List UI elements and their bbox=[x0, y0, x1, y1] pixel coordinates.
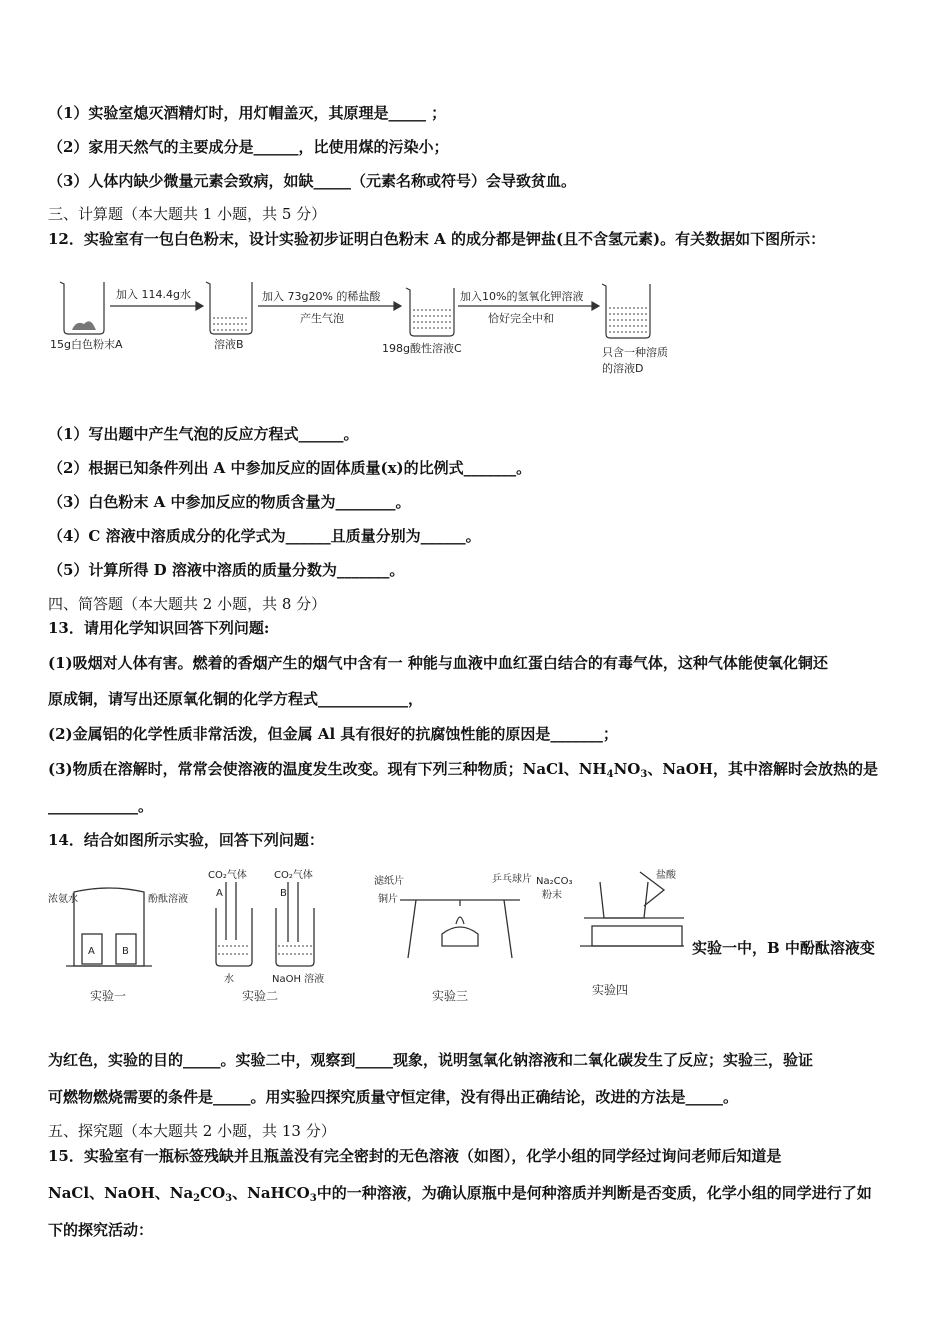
exp4-name: 实验四 bbox=[592, 983, 629, 997]
exp1-left-label: 浓氨水 bbox=[48, 894, 78, 905]
exp1-large-beaker bbox=[74, 888, 144, 966]
exp2-tube-b bbox=[288, 882, 298, 942]
exp4-acid: 盐酸 bbox=[656, 870, 676, 881]
exp1-b: B bbox=[122, 946, 129, 957]
exp2-name: 实验二 bbox=[242, 989, 279, 1003]
exp4-beaker bbox=[600, 882, 648, 918]
beaker-b-label: 溶液B bbox=[214, 338, 244, 351]
exp4-powder: 粉末 bbox=[542, 890, 562, 901]
exp3-paper: 滤纸片 bbox=[374, 876, 404, 887]
q14-experiments-figure bbox=[44, 862, 684, 1012]
exp3-copper: 铜片 bbox=[378, 894, 398, 905]
exp1-name: 实验一 bbox=[90, 989, 127, 1003]
alcohol-lamp bbox=[442, 927, 478, 946]
q11-part3: （3）人体内缺少微量元素会致病，如缺_____（元素名称或符号）会导致贫血。 bbox=[48, 172, 576, 190]
flame bbox=[456, 917, 464, 924]
q13-part1-line1: (1)吸烟对人体有害。燃着的香烟产生的烟气中含有一 种能与血液中血红蛋白结合的有毒气体，这种气体能使氧化铜还 bbox=[48, 654, 828, 672]
exp2-water: 水 bbox=[224, 974, 234, 985]
q12-stem: 12．实验室有一包白色粉末，设计实验初步证明白色粉末 A 的成分都是钾盐(且不含氢元素)。有关数据如下图所示： bbox=[48, 230, 826, 248]
q12-part2: （2）根据已知条件列出 A 中参加反应的固体质量(x)的比例式_______。 bbox=[48, 459, 532, 477]
q13-part3-line1: (3)物质在溶解时，常常会使溶液的温度发生改变。现有下列三种物质；NaCl、$NH_4NO_3$、NaOH，其中溶解时会放热的是 bbox=[48, 760, 878, 780]
q13-stem: 13．请用化学知识回答下列问题: bbox=[48, 619, 270, 637]
exp2-beaker-a bbox=[216, 908, 252, 966]
exp1-right-label: 酚酞溶液 bbox=[148, 894, 188, 905]
step3-label: 加入10%的氢氧化钾溶液 bbox=[460, 290, 584, 303]
q11-part2: （2）家用天然气的主要成分是______，比使用煤的污染小； bbox=[48, 138, 449, 156]
q12-part3: （3）白色粉末 A 中参加反应的物质含量为________。 bbox=[48, 493, 411, 511]
q15-line1: 15．实验室有一瓶标签残缺并且瓶盖没有完全密封的无色溶液（如图），化学小组的同学经过询问老师后知道是 bbox=[48, 1147, 782, 1165]
step1-label: 加入 114.4g水 bbox=[116, 288, 191, 301]
powder bbox=[72, 321, 96, 330]
beaker-c bbox=[406, 288, 454, 336]
q12-part5: （5）计算所得 D 溶液中溶质的质量分数为_______。 bbox=[48, 561, 405, 579]
beaker-d bbox=[602, 284, 650, 338]
beaker-a-label: 15g白色粉末A bbox=[50, 338, 123, 351]
q12-part4: （4）C 溶液中溶质成分的化学式为______且质量分别为______。 bbox=[48, 527, 481, 545]
q14-side-text: 实验一中，B 中酚酞溶液变 bbox=[692, 939, 875, 957]
exp2-gas-a: CO₂气体 bbox=[208, 870, 247, 881]
exp1-a: A bbox=[88, 946, 95, 957]
q15-line3: 下的探究活动： bbox=[48, 1221, 154, 1239]
exp2-gas-b: CO₂气体 bbox=[274, 870, 313, 881]
q14-stem: 14．结合如图所示实验，回答下列问题： bbox=[48, 831, 324, 849]
exp2-a: A bbox=[216, 888, 223, 899]
q12-flow-diagram bbox=[48, 268, 688, 380]
section-5-heading: 五、探究题（本大题共 2 小题，共 13 分） bbox=[48, 1122, 336, 1140]
exp2-beaker-b bbox=[276, 908, 314, 966]
exp3-pingpong: 乒乓球片 bbox=[492, 874, 532, 885]
step2-label: 加入 73g20% 的稀盐酸 bbox=[262, 290, 381, 303]
q14-line1: 为红色，实验的目的_____。实验二中，观察到_____现象，说明氢氧化钠溶液和二氧化碳发生了反应；实验三，验证 bbox=[48, 1051, 814, 1069]
q14-line2: 可燃物燃烧需要的条件是_____。用实验四探究质量守恒定律，没有得出正确结论，改进的方法是_____。 bbox=[48, 1088, 739, 1106]
exp4-na2co3: Na₂CO₃ bbox=[536, 876, 573, 887]
tripod bbox=[408, 900, 512, 958]
step2-note: 产生气泡 bbox=[300, 312, 344, 325]
exp2-naoh: NaOH 溶液 bbox=[272, 974, 325, 985]
exp2-tube-a bbox=[226, 882, 236, 940]
beaker-d-label-2: 的溶液D bbox=[602, 362, 644, 375]
exp3-name: 实验三 bbox=[432, 989, 469, 1003]
beaker-d-label-1: 只含一种溶质 bbox=[602, 346, 668, 359]
beaker-b bbox=[206, 282, 252, 334]
q13-part3-line2: ____________。 bbox=[48, 797, 154, 815]
balance-base bbox=[592, 926, 682, 946]
q15-line2: NaCl、NaOH、$Na_2CO_3$、NaHCO$_3$中的一种溶液，为确认原瓶中是何种溶质并判断是否变质，化学小组的同学进行了如 bbox=[48, 1184, 872, 1204]
q11-part1: （1）实验室熄灭酒精灯时，用灯帽盖灭，其原理是_____ ； bbox=[48, 104, 447, 122]
section-4-heading: 四、简答题（本大题共 2 小题，共 8 分） bbox=[48, 595, 327, 613]
beaker-c-label: 198g酸性溶液C bbox=[382, 342, 462, 355]
step3-note: 恰好完全中和 bbox=[488, 312, 554, 325]
exp2-b: B bbox=[280, 888, 287, 899]
q13-part2: (2)金属铝的化学性质非常活泼，但金属 Al 具有很好的抗腐蚀性能的原因是_______； bbox=[48, 725, 618, 743]
section-3-heading: 三、计算题（本大题共 1 小题，共 5 分） bbox=[48, 205, 327, 223]
q12-part1: （1）写出题中产生气泡的反应方程式______。 bbox=[48, 425, 359, 443]
q13-part1-line2: 原成铜，请写出还原氧化铜的化学方程式____________， bbox=[48, 690, 424, 708]
